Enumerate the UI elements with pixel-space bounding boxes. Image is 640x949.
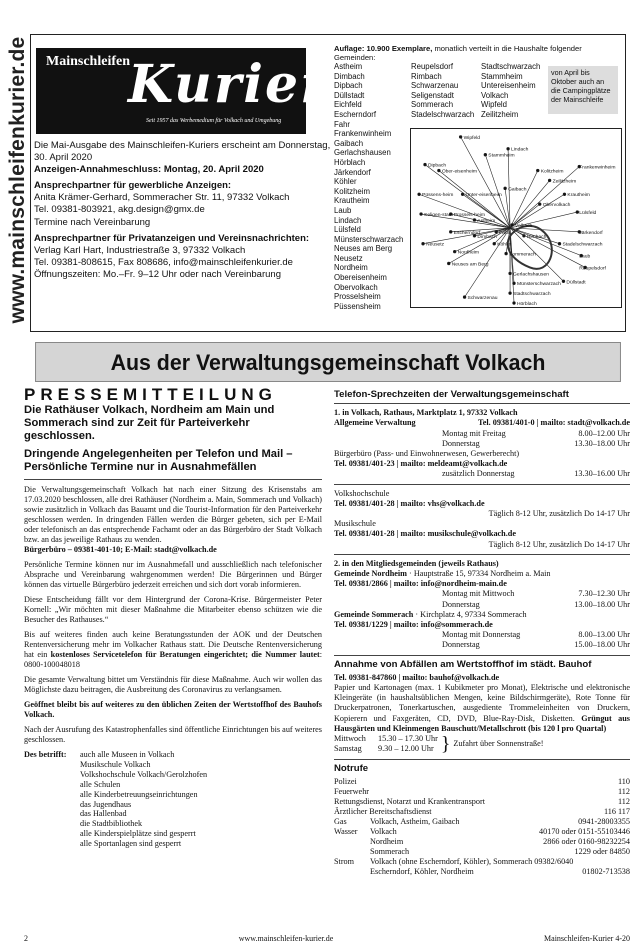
bauhof-heading: Annahme von Abfällen am Wertstoffhof im städt. Bauhof (334, 658, 592, 670)
emergency-row: Polizei 110 (334, 776, 630, 786)
paragraph-3: Diese Entscheidung fällt vor dem Hintergrund der Corona-Krise. Bürgermeister Peter Kornell: „Wir möchten mit dieser Maßnahme die Mitarbeiter ebenso schützen wie die Besucher des Rathauses.“ (24, 595, 322, 624)
logo-big-text: Kurier (128, 54, 330, 115)
issue-date: Die Mai-Ausgabe des Mainschleifen-Kuriers erscheint am Donnerstag, 30. April 2020 (34, 140, 331, 164)
map-town-label: Stammheim (488, 153, 515, 159)
map-town-label: Gaibach (508, 187, 527, 193)
map-town-label: Astheim (477, 218, 496, 224)
distribution-map (410, 128, 622, 308)
footer-url: www.mainschleifen-kurier.de (238, 934, 334, 943)
contact-heading-private: Ansprechpartner für Privatanzeigen und Vereinsnachrichten: (34, 232, 310, 244)
map-town-dot (447, 262, 450, 265)
paragraph-2: Persönliche Termine können nur im Ausnahmefall und ausschließlich nach telefonischer Absprache und Vereinbarung wahrgenommen werden! Die Bürgerinnen und Bürger können das virtuelle Bürgerbüro jederzeit erreichen und sich dort vorab informieren. (24, 560, 322, 589)
map-town-dot (507, 147, 510, 150)
emergency-row: Ärztlicher Bereitschaftsdienst 116 117 (334, 806, 630, 816)
map-town-dot (509, 292, 512, 295)
map-town-label: Laub (579, 254, 591, 260)
map-town-label: Düllstadt (566, 280, 586, 286)
map-town-dot (463, 296, 466, 299)
location-volkach: 1. in Volkach, Rathaus, Marktplatz 1, 97332 Volkach (334, 408, 518, 418)
map-town-label: Stadelschwarzach (562, 242, 603, 248)
map-town-dot (484, 153, 487, 156)
map-town-dot (473, 219, 476, 222)
contact-note: Termine nach Vereinbarung (34, 216, 151, 228)
map-town-label: Lindach (511, 147, 529, 153)
paragraph-5: Die gesamte Verwaltung bittet um Verständnis für diese Maßnahme. Auch wir wollen das Möglichste dazu beitragen, die Ausbreitung des Coronavirus zu verlangsamen. (24, 675, 322, 694)
map-town-label: Gerlachshausen (513, 272, 550, 278)
map-town-dot (461, 193, 464, 196)
circulation-rest: monatlich verteilt in die Haushalte folgender Gemeinden: (334, 44, 582, 62)
map-town-dot (418, 193, 421, 196)
map-town-dot (505, 252, 508, 255)
map-town-dot (563, 193, 566, 196)
map-town-label: Sommerach (509, 252, 536, 258)
paragraph-7: Nach der Ausrufung des Katastrophenfalles sind öffentliche Einrichtungen bis auf weiteres geschlossen. (24, 725, 322, 744)
vertical-site-url: www.mainschleifenkurier.de (6, 36, 29, 324)
affected-list: Des betrifft: auch alle Museen in Volkach Musikschule Volkach Volkshochschule Volkach/Gerolzhofen alle Schulen alle Kinderbetreuungseinrichtungen das Jugendhaus das Hallenbad die Stadtbibliothek alle Kinderspielplätze sind gesperrt alle Sportanlagen sind gesperrt (24, 750, 208, 849)
town-list-1: Astheim Dimbach Dipbach Düllstadt Eichfeld Escherndorf Fahr Frankenwinheim Gaibach Gerlachshausen Hörblach Järkendorf Köhler Kolitzheim Krautheim Laub Lindach Lülsfeld Münsterschwarzach Neuses am Berg Neusetz Nordheim Obereisenheim Obervolkach Prosselsheim Püssensheim (334, 62, 404, 311)
map-town-label: Nordheim (457, 250, 480, 256)
logo (36, 48, 330, 134)
map-town-label: Volkach (515, 223, 533, 229)
logo-small-text: Mainschleifen (46, 54, 130, 69)
town-list-2: Reupelsdorf Rimbach Schwarzenau Seligenstadt Sommerach Stadelschwarzach (411, 62, 475, 119)
footer-issue: Mainschleifen-Kurier 4-20 (544, 934, 630, 943)
emergency-row: Feuerwehr 112 (334, 786, 630, 796)
affected-item: alle Schulen (80, 779, 121, 789)
affected-item: alle Kinderbetreuungseinrichtungen (80, 789, 198, 799)
affected-item: die Stadtbibliothek (80, 819, 143, 829)
map-town-label: Dipbach (427, 163, 447, 169)
map-town-label: Neuses am Berg (451, 262, 489, 268)
map-town-dot (437, 169, 440, 172)
affected-item: alle Sportanlagen sind gesperrt (80, 839, 182, 849)
map-town-label: Obervolkach (542, 203, 571, 209)
opening-hours: Öffnungszeiten: Mo.–Fr. 9–12 Uhr oder nach Vereinbarung (34, 268, 281, 280)
map-town-dot (513, 302, 516, 305)
press-release (24, 385, 322, 849)
phone-hours-heading: Telefon-Sprechzeiten der Verwaltungsgemeinschaft (334, 389, 569, 400)
map-town-dot (453, 250, 456, 253)
map-town-dot (424, 163, 427, 166)
town-list-3: Stadtschwarzach Stammheim Untereisenheim Volkach Wipfeld Zeilitzheim (481, 62, 541, 119)
map-town-label: Köhler (497, 242, 512, 248)
emergency-row: Rettungsdienst, Notarzt und Krankentransport 112 (334, 796, 630, 806)
map-town-label: Fahr (499, 230, 510, 236)
map-town-label: Reupelsdorf (579, 266, 606, 272)
publication-info (34, 140, 334, 285)
publisher-phone: Tel. 09381-808615, Fax 808686, info@mainschleifenkurier.de (34, 256, 293, 268)
press-title: PRESSEMITTEILUNG (24, 385, 277, 404)
paragraph-1: Die Verwaltungsgemeinschaft Volkach hat nach einer Sitzung des Krisenstabs am 17.03.2020 beschlossen, alle drei Rathäuser (Nordheim a. Main, Sommerach und Volkach) sowie zusätzlich in Volkach das Bauamt und die Tourist-Information für den Parteiverkehr geschlossen werden. In dringenden Fällen werden die Bürger gebeten, sich per E-Mail oder telefonisch an das entsprechende Fachamt oder an das Bürgerbüro der Stadt Volkach bzw. an das jeweilige Rathaus zu wenden. Bürgerbüro – 09381-401-10; E-Mail: stadt@volkach.de (24, 485, 322, 554)
map-connector (485, 155, 510, 228)
affected-item: das Jugendhaus (80, 799, 132, 809)
contact-heading-commercial: Ansprechpartner für gewerbliche Anzeigen: (34, 180, 232, 192)
map-town-label: Seligen-stadt (424, 213, 453, 219)
utility-row: Strom Volkach (ohne Escherndorf, Köhler), Sommerach 09382/6040 (334, 856, 574, 866)
paragraph-6: Geöffnet bleibt bis auf weiteres zu den üblichen Zeiten der Wertstoffhof des Bauhofs Volkach. (24, 700, 322, 719)
map-town-dot (562, 280, 565, 283)
map-town-label: Frankenwinheim (579, 165, 616, 171)
logo-tagline: Seit 1957 das Werbemedium für Volkach und Umgebung (146, 118, 282, 124)
map-town-label: Wipfeld (463, 135, 481, 141)
emergency-heading: Notrufe (334, 762, 369, 774)
affected-item: Musikschule Volkach (80, 759, 151, 769)
map-town-dot (538, 203, 541, 206)
publisher-address: Verlag Karl Hart, Industriestraße 3, 97332 Volkach (34, 244, 246, 256)
map-town-dot (422, 242, 425, 245)
map-town-dot (493, 242, 496, 245)
circulation-bold: Auflage: 10.900 Exemplare, (334, 44, 433, 53)
map-town-label: Zeilitzheim (552, 179, 577, 185)
footer (24, 934, 630, 943)
map-town-dot (511, 224, 514, 227)
map-town-dot (504, 187, 507, 190)
circulation-note (334, 44, 624, 62)
utility-row: Escherndorf, Köhler, Nordheim 01802-713538 (370, 866, 630, 876)
map-town-dot (459, 136, 462, 139)
utility-row: Sommerach 1229 oder 84850 (370, 846, 630, 856)
map-town-label: Krautheim (567, 193, 590, 199)
utility-row: Wasser Volkach 40170 oder 0151-55103446 (334, 826, 630, 836)
utility-row: Nordheim 2866 oder 0160-98232254 (370, 836, 630, 846)
map-town-dot (576, 211, 579, 214)
paragraph-4: Bis auf weiteres finden auch keine Beratungsstunden der AOK und der Deutschen Rentenversicherung mehr im Volkacher Rathaus statt. Die Deutsche Rentenversicherung hat ein kostenloses Servicetelefon für Beratungen eingerichtet; die Nummer lautet: 0800-100048018 (24, 630, 322, 669)
map-town-label: Stadtschwarzach (513, 292, 551, 298)
camping-note: von April bis Oktober auch an die Campingplätze der Mainschleife (548, 66, 618, 114)
map-town-dot (536, 169, 539, 172)
map-town-label: Ober-eisenheim (441, 169, 477, 175)
map-town-label: Unter-eisenheim (465, 193, 502, 199)
map-town-label: Neusetz (426, 242, 445, 248)
affected-item: alle Kinderspielplätze sind gesperrt (80, 829, 196, 839)
map-town-label: Hörblach (516, 302, 537, 308)
map-town-label: Münsterschwarzach (516, 282, 561, 288)
map-town-label: Schwarzenau (467, 296, 498, 302)
map-connector (419, 194, 510, 228)
map-town-dot (449, 230, 452, 233)
utility-row: Gas Volkach, Astheim, Gaibach 0941-28003355 (334, 816, 630, 826)
deadline: Anzeigen-Annahmeschluss: Montag, 20. April 2020 (34, 164, 264, 176)
map-town-label: Järkendorf (579, 230, 603, 236)
affected-item: das Hallenbad (80, 809, 127, 819)
page-number: 2 (24, 934, 28, 943)
phone-hours: Telefon-Sprechzeiten der Verwaltungsgemeinschaft 1. in Volkach, Rathaus, Marktplatz 1, 97332 Volkach Allgemeine Verwaltung Tel. 09381/401-0 | mailto: stadt@volkach.de Montag mit Freitag 8.00–12.00 Uhr Donnerstag 13.30–18.00 Uhr Bürgerbüro (Pass- und Einwohnerwesen, Gewerberecht) Tel. 09381/401-23 | mailto: meldeamt@volkach.de zusätzlich Donnerstag 13.30–16.00 Uhr Volkshochschule Tel. 09381/401-28 | mailto: vhs@volkach.de Täglich 8-12 Uhr, zusätzlich Do 14-17 Uhr Musikschule Tel. 09381/401-28 | mailto: musikschule@volkach.de Täglich 8-12 Uhr, zusätzlich Do 14-17 Uhr 2. in den Mitgliedsgemeinden (jeweils Rathaus) Gemeinde Nordheim · Hauptstraße 15, 97334 Nordheim a. Main Tel. 09381/2866 | mailto: info@nordheim-main.de Montag mit Mittwoch 7.30–12.30 Uhr Donnerstag 13.00–18.00 Uhr Gemeinde Sommerach · Kirchplatz 4, 97334 Sommerach Tel. 09381/1229 | mailto: info@sommerach.de Montag mit Donnerstag 8.00–13.00 Uhr Donnerstag 15.00–18.00 Uhr Annahme von Abfällen am Wertstoffhof im städt. Bauhof Tel. 09381-847860 | mailto: bauhof@volkach.de Papier und Kartonagen (max. 1 Kubikmeter pro Monat), Elektrische und elektronische Kleingeräte (in haushaltsüblichen Mengen, keine Bildschirmgeräte), Rote Tonne für Druckerpatronen, Tonerkartuschen, ausgediente Trommeleinheiten von Druckern, Kopierern und Faxgeräten, CD, DVD, Blue-Ray-Disk, Disketten. Grüngut aus Hausgärten und Kleinmengen Bauschutt/Metallschrott (bis 120 l pro Quartal) Mittwoch 15.30 – 17.30 Uhr Samstag 9.30 – 12.00 Uhr } Zufahrt über Sonnenstraße! Notrufe Polizei 110 Feuerwehr 112 Rettungsdienst, Notarzt und Krankentransport 112 Ärztlicher Bereitschaftsdienst 116 117 Gas Volkach, Astheim, Gaibach 0941-28003355 Wasser Volkach 40170 oder 0151-55103446 Nordheim 2866 oder 0160-98232254 Sommerach 1229 oder 84850 Strom Volkach (ohne Escherndorf, Köhler), Sommerach 09382/6040 Escherndorf, Köhler, Nordheim 01802-713538 (334, 389, 630, 876)
map-town-label: Dimbach (477, 234, 497, 240)
contact-phone: Tel. 09381-803921, akg.design@gmx.de (34, 204, 205, 216)
affected-item: Volkshochschule Volkach/Gerolzhofen (80, 769, 208, 779)
contact-address: Anita Krämer-Gerhard, Sommeracher Str. 11, 97332 Volkach (34, 192, 290, 204)
map-town-label: Kolitzheim (540, 169, 564, 175)
map-town-label: Püssens-heim (422, 193, 454, 199)
map-town-dot (548, 179, 551, 182)
section-banner: Aus der Verwaltungsgemeinschaft Volkach (35, 342, 621, 382)
map-town-label: Escherndorf (453, 230, 481, 236)
map-town-label: Rimbach (526, 234, 547, 240)
affected-item: auch alle Museen in Volkach (80, 750, 175, 759)
map-town-label: Prossels-heim (453, 213, 485, 219)
press-subtitle-1: Die Rathäuser Volkach, Nordheim am Main und Sommerach sind zur Zeit für Parteiverkehr geschlossen. (24, 404, 275, 442)
map-town-dot (558, 242, 561, 245)
press-subtitle-2: Dringende Angelegenheiten per Telefon und Mail – Persönliche Termine nur in Ausnahmefällen (24, 448, 293, 473)
map-town-label: Lülsfeld (579, 211, 597, 217)
map-town-dot (420, 213, 423, 216)
